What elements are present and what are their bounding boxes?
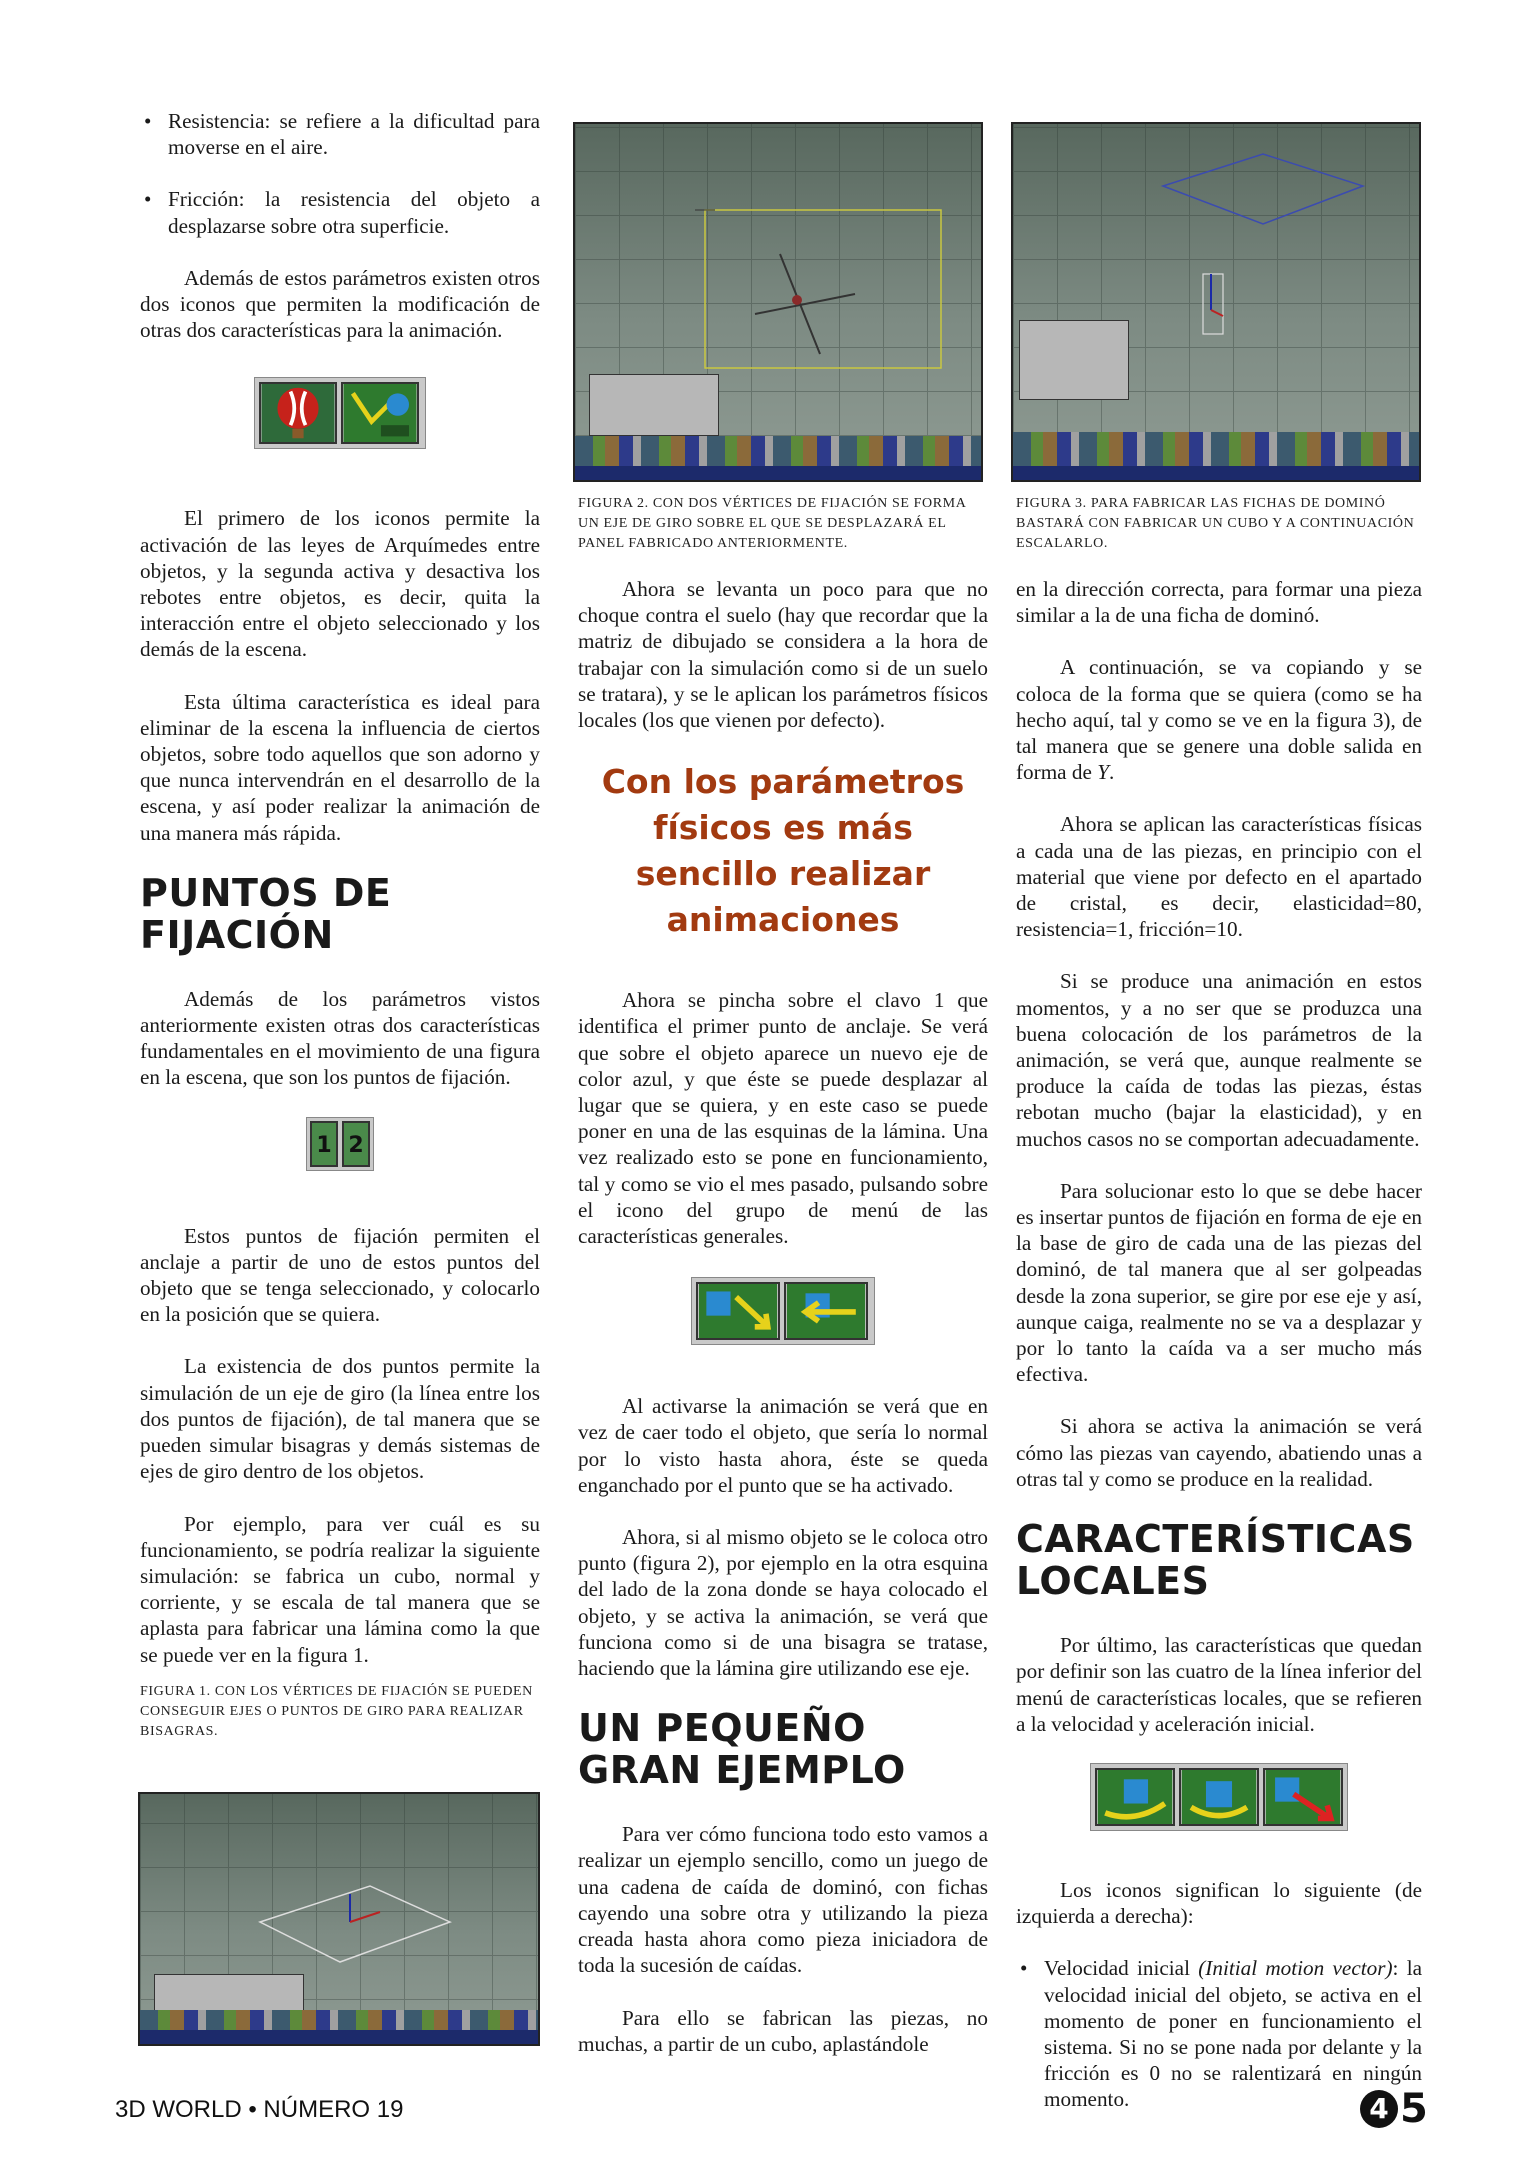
bullet-term: Resistencia:: [168, 109, 271, 133]
anchor-activate-icon: [696, 1282, 780, 1340]
paragraph: Estos puntos de fijación permiten el anclaje a partir de uno de estos puntos del objeto que se tenga seleccionado, y colocarlo en la posición que se quiera.: [140, 1223, 540, 1327]
paragraph: Esta última característica es ideal para eliminar de la escena la influencia de ciertos objetos, sobre todo aquellos que son adorno y que nunca intervendrán en el desarrollo de la escena, y así poder realizar la animación de una manera más rápida.: [140, 689, 540, 845]
figure-1-screenshot: [138, 1792, 540, 2046]
paragraph: Ahora se levanta un poco para que no choque contra el suelo (hay que recordar que la matriz de dibujado se considera a la hora de trabajar con la simulación como si de un suelo se tratara), y se le aplican los parámetros físicos locales (los que vienen por defecto).: [578, 577, 988, 733]
bullet-friccion: [140, 186, 540, 238]
paragraph: Los iconos significan lo siguiente (de izquierda a derecha):: [1016, 1877, 1422, 1929]
section-heading-puntos-de-fijacion: PUNTOS DE FIJACIÓN: [140, 870, 392, 957]
paragraph: Para solucionar esto lo que se debe hacer es insertar puntos de fijación en forma de eje en la base de giro de cada una de las piezas del dominó, de tal manera que al ser golpeadas desde la zona superior, se gire por ese eje y así, aunque caiga, realmente no se va a desplazar y por lo tanto la caída va a ser mucho más efectiva.: [1016, 1178, 1422, 1387]
motion-icons: [1090, 1763, 1348, 1831]
physics-icons: [254, 377, 426, 449]
paragraph: Si ahora se activa la animación se verá cómo las piezas van cayendo, abatiendo unas a otras tal y como se produce en la realidad.: [1016, 1414, 1422, 1491]
figure-3-screenshot: [1011, 122, 1421, 482]
page-number-rest: 5: [1400, 2086, 1428, 2132]
column-2: [578, 494, 988, 2083]
paragraph: A continuación, se va copiando y se coloca de la forma que se quiera (como se ha hecho aquí, tal y como se ve en la figura 3), de tal manera que se genere una doble salida en forma de Y.: [1016, 655, 1422, 785]
column-3: [1016, 494, 1422, 2113]
animation-icons: [691, 1277, 875, 1345]
paragraph: Además de estos parámetros existen otros dos iconos que permiten la modificación de otras dos características para la animación.: [140, 265, 540, 343]
balloon-icon: [259, 382, 337, 444]
section-heading-un-pequeno-gran-ejemplo: UN PEQUEÑO GRAN EJEMPLO: [578, 1706, 906, 1793]
paragraph: en la dirección correcta, para formar una pieza similar a la de una ficha de dominó.: [1016, 577, 1422, 628]
anchor-icons: [306, 1117, 374, 1171]
initial-rotation-icon: [1179, 1768, 1259, 1826]
paragraph: Para ello se fabrican las piezas, no muchas, a partir de un cubo, aplastándole: [578, 2005, 988, 2056]
paragraph: La existencia de dos puntos permite la simulación de un eje de giro (la línea entre los dos puntos de fijación), de tal manera que se pueden simular bisagras y demás sistemas de ejes de giro dentro de los objetos.: [140, 1354, 540, 1484]
bounce-icon: [341, 382, 419, 444]
pull-quote: Con los parámetros físicos es más sencillo realizar animaciones: [601, 762, 965, 940]
initial-velocity-icon: [1095, 1768, 1175, 1826]
tool-panel: [1019, 320, 1129, 400]
magazine-footer: 3D WORLD • NÚMERO 19: [115, 2096, 404, 2123]
figure-1-caption: FIGURA 1. CON LOS VÉRTICES DE FIJACIÓN SE PUEDEN CONSEGUIR EJES O PUNTOS DE GIRO PARA REALIZAR BISAGRAS.: [140, 1683, 533, 1739]
figure-3-caption: FIGURA 3. PARA FABRICAR LAS FICHAS DE DOMINÓ BASTARÁ CON FABRICAR UN CUBO Y A CONTINUACIÓN ESCALARLO.: [1016, 496, 1415, 551]
column-1: [140, 108, 540, 1742]
bullet-resistencia: [140, 108, 540, 160]
paragraph: Por ejemplo, para ver cuál es su funcionamiento, se podría realizar la siguiente simulación: se fabrica un cubo, normal y corriente, y se escala de tal manera que se aplasta para fabricar una lámina como la que se puede ver en la figura 1.: [140, 1511, 540, 1667]
paragraph: Si se produce una animación en estos momentos, y a no ser que se produzca una buena colocación de los parámetros de la animación, se verá que, aunque realmente se produce la caída de todas las piezas, éstas rebotan mucho (bajar la elasticidad), y en muchos casos no se comportan adecuadamente.: [1016, 969, 1422, 1151]
initial-acceleration-icon: [1263, 1768, 1343, 1826]
paragraph: Ahora, si al mismo objeto se le coloca otro punto (figura 2), por ejemplo en la otra esquina del lado de la zona donde se haya colocado el objeto, y se activa la animación, se verá que funciona como si de una bisagra se tratase, haciendo que la lámina gire utilizando ese eje.: [578, 1525, 988, 1681]
bullet-velocidad-inicial: • Velocidad inicial (Initial motion vector): la velocidad inicial del objeto, se activa en el momento de poner en funcionamiento el sistema. Si no se pone nada por delante y la fricción es 0 no se ralentizará en ningún momento.: [1016, 1955, 1422, 2112]
page-number-circle: 4: [1360, 2090, 1398, 2128]
paragraph: Al activarse la animación se verá que en vez de caer todo el objeto, que sería lo normal por lo visto hasta ahora, éste se queda enganchado por el punto que se ha activado.: [578, 1394, 988, 1497]
paragraph: Por último, las características que quedan por definir son las cuatro de la línea inferior del menú de características locales, que se refieren a la velocidad y aceleración inicial.: [1016, 1633, 1422, 1736]
figure-2-caption: FIGURA 2. CON DOS VÉRTICES DE FIJACIÓN SE FORMA UN EJE DE GIRO SOBRE EL QUE SE DESPLAZARÁ EL PANEL FABRICADO ANTERIORMENTE.: [578, 496, 966, 551]
bullet-term: Fricción:: [168, 187, 245, 212]
paragraph: Ahora se pincha sobre el clavo 1 que identifica el primer punto de anclaje. Se verá que sobre el objeto aparece un nuevo eje de color azul, y que éste se puede desplazar al lugar que se quiera, y en este caso se puede poner en una de las esquinas de la lámina. Una vez realizado esto se pone en funcionamiento, tal y como se vio el mes pasado, pulsando sobre el icono del grupo de menú de las características generales.: [578, 988, 988, 1249]
section-heading-caracteristicas-locales: CARACTERÍSTICAS LOCALES: [1016, 1517, 1415, 1604]
paragraph: El primero de los iconos permite la activación de las leyes de Arquímedes entre objetos, y la segunda activa y desactiva los rebotes entre objetos, es decir, quita la interacción entre el objeto seleccionado y los demás de la escena.: [140, 506, 540, 662]
anchor-1-icon: 1: [310, 1121, 338, 1167]
page-number: [1360, 2086, 1428, 2132]
tool-panel: [589, 374, 719, 436]
animation-start-icon: [784, 1282, 868, 1340]
figure-2-screenshot: [573, 122, 983, 482]
paragraph: Para ver cómo funciona todo esto vamos a realizar un ejemplo sencillo, como un juego de una cadena de caída de dominó, con fichas cayendo una sobre otra y utilizando la pieza creada hasta ahora como pieza iniciadora de toda la sucesión de caídas.: [578, 1822, 988, 1978]
bullet-text: la resistencia del objeto a desplazarse sobre otra superficie.: [168, 187, 540, 238]
domino-cube-graphic: [1013, 124, 1421, 482]
paragraph: Además de los parámetros vistos anteriormente existen otras dos características fundamentales en el movimiento de una figura en la escena, que son los puntos de fijación.: [140, 986, 540, 1090]
anchor-2-icon: 2: [342, 1121, 370, 1167]
paragraph: Ahora se aplican las características físicas a cada una de las piezas, en principio con el material que viene por defecto en el apartado de cristal, es decir, elasticidad=80, resistencia=1, fricción=10.: [1016, 812, 1422, 942]
bullet-text: se refiere a la dificultad para moverse en el aire.: [168, 109, 540, 160]
